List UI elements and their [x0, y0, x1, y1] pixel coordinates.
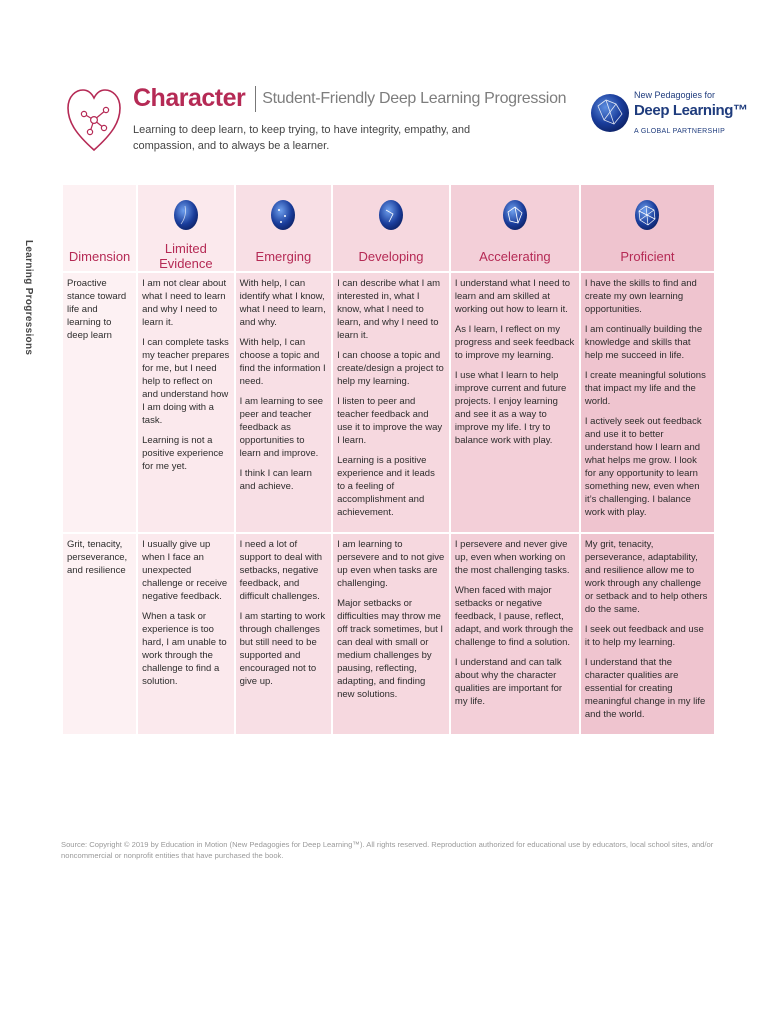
descriptor: When a task or experience is too hard, I am unable to work through the challenge to find a solution.	[142, 611, 227, 687]
column-header: Dimension	[63, 241, 136, 273]
icon-cell-emerging	[236, 185, 331, 241]
descriptor: I need a lot of support to deal with setbacks, negative feedback, and difficult challenges.	[239, 539, 323, 602]
title-divider	[255, 86, 256, 112]
column-header: Proficient	[581, 241, 714, 273]
column-header: Limited Evidence	[138, 241, 233, 273]
page-subtitle: Student-Friendly Deep Learning Progression	[262, 89, 567, 107]
logo-line-1: New Pedagogies for	[634, 90, 716, 100]
cell-proficient	[581, 534, 714, 734]
logo-line-2: Deep Learning™	[634, 102, 748, 119]
cell-developing	[333, 534, 449, 734]
cell-emerging	[236, 273, 331, 534]
header-row	[63, 241, 714, 273]
dimension-label: Proactive stance toward life and learning to deep learn	[63, 273, 136, 534]
descriptor: I am not clear about what I need to learn and why I need to learn it.	[142, 278, 227, 328]
progression-table	[61, 185, 716, 734]
descriptor: I have the skills to find and create my own learning opportunities.	[584, 278, 697, 315]
cell-proficient	[581, 273, 714, 534]
dimension-label: Grit, tenacity, perseverance, and resilience	[63, 534, 136, 734]
descriptor: With help, I can choose a topic and find the information I need.	[239, 337, 326, 387]
intro-text: Learning to deep learn, to keep trying, to have integrity, empathy, and compassion, and to always be a learner.	[133, 124, 471, 152]
orb-emerging-icon	[270, 198, 296, 232]
icon-cell-accelerating	[451, 185, 579, 241]
descriptor: My grit, tenacity, perseverance, adaptability, and resilience allow me to work through any challenge or setback and to help others do the same.	[584, 539, 708, 615]
descriptor: I can describe what I am interested in, what I know, what I need to learn, and why I need to learn it.	[337, 278, 441, 341]
descriptor: With help, I can identify what I know, what I need to learn, and why.	[239, 278, 326, 328]
icon-cell-developing	[333, 185, 449, 241]
descriptor: I seek out feedback and use it to help my learning.	[584, 624, 704, 648]
npdl-logo	[590, 84, 748, 150]
logo-line-3: A GLOBAL PARTNERSHIP	[634, 128, 726, 135]
copyright-footer: Source: Copyright © 2019 by Education in Motion (New Pedagogies for Deep Learning™). All rights reserved. Reproduction authorized for educational use by educators, local school sites, and/or noncommercial or nonprofit entities that have purchased the book.	[61, 840, 714, 860]
table-row	[63, 534, 714, 734]
descriptor: I can complete tasks my teacher prepares for me, but I need help to reflect on and understand how I am doing with a task.	[142, 337, 230, 426]
column-header: Developing	[333, 241, 449, 273]
cell-limited-evidence	[138, 534, 233, 734]
icon-cell-proficient	[581, 185, 714, 241]
descriptor: When faced with major setbacks or negative feedback, I pause, reflect, adapt, and work through the challenge to find a solution.	[454, 585, 574, 648]
descriptor: I understand that the character qualities are essential for creating meaningful change in my life and the world.	[584, 657, 706, 720]
globe-icon	[590, 84, 630, 142]
orb-developing-icon	[378, 198, 404, 232]
title-row	[133, 84, 566, 113]
cell-developing	[333, 273, 449, 534]
descriptor: As I learn, I reflect on my progress and seek feedback to improve my learning.	[454, 324, 575, 361]
descriptor: I am learning to persevere and to not give up even when tasks are challenging.	[337, 539, 445, 589]
descriptor: I am learning to see peer and teacher feedback as opportunities to learn and improve.	[239, 396, 324, 459]
descriptor: I use what I learn to help improve current and future projects. I enjoy learning and see it as a way to improve my life. I try to balance work with play.	[454, 370, 567, 446]
cell-limited-evidence	[138, 273, 233, 534]
descriptor: I am continually building the knowledge and skills that help me succeed in life.	[584, 324, 703, 361]
descriptor: I persevere and never give up, even when working on the most challenging tasks.	[454, 539, 570, 576]
descriptor: I usually give up when I face an unexpected challenge or receive negative feedback.	[142, 539, 228, 602]
side-label: Learning Progressions	[23, 240, 34, 356]
descriptor: I create meaningful solutions that impact my life and the world.	[584, 370, 706, 407]
column-header: Accelerating	[451, 241, 579, 273]
descriptor: Major setbacks or difficulties may throw me off track sometimes, but I can deal with small or medium challenges by pausing, reflecting, adapting, and finding new solutions.	[337, 598, 444, 700]
descriptor: Learning is not a positive experience for me yet.	[142, 435, 224, 472]
column-header: Emerging	[236, 241, 331, 273]
heart-network-icon	[66, 84, 122, 156]
orb-accelerating-icon	[502, 198, 528, 232]
descriptor: I understand what I need to learn and am skilled at working out how to learn it.	[454, 278, 571, 315]
descriptor: I can choose a topic and create/design a project to help my learning.	[337, 350, 444, 387]
descriptor: I understand and can talk about why the character qualities are important for my life.	[454, 657, 563, 707]
cell-accelerating	[451, 273, 579, 534]
cell-accelerating	[451, 534, 579, 734]
descriptor: I actively seek out feedback and use it to better understand how I learn and what helps me grow. I look for any opportunity to learn something new, even when it’s challenging. I balance work with play.	[584, 416, 702, 518]
table-row	[63, 273, 714, 534]
descriptor: I am starting to work through challenges but still need to be supported and encouraged not to give up.	[239, 611, 326, 687]
descriptor: I listen to peer and teacher feedback and use it to improve the way I learn.	[337, 396, 443, 446]
icon-row	[63, 185, 714, 241]
descriptor: Learning is a positive experience and it leads to a feeling of accomplishment and achievement.	[337, 455, 435, 518]
cell-emerging	[236, 534, 331, 734]
icon-cell-limited-evidence	[138, 185, 233, 241]
orb-limited-evidence-icon	[173, 198, 199, 232]
page-title: Character	[133, 84, 246, 112]
icon-cell-dimension	[63, 185, 136, 241]
descriptor: I think I can learn and achieve.	[239, 468, 312, 492]
orb-proficient-icon	[634, 198, 660, 232]
